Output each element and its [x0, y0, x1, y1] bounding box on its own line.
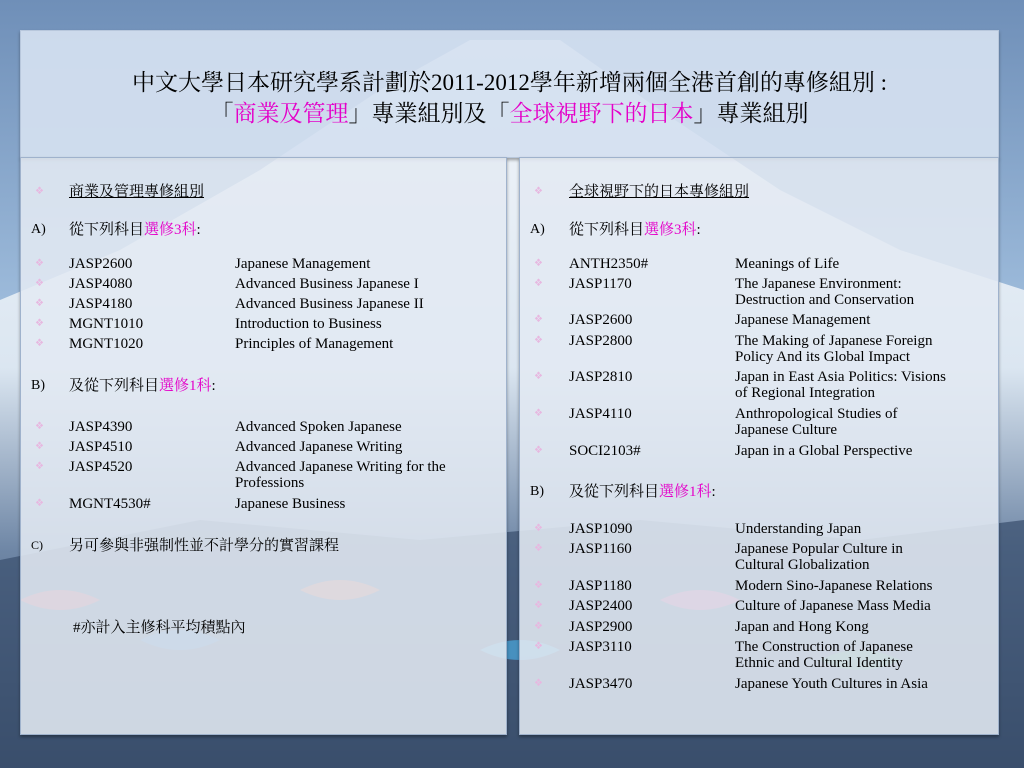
course-code: MGNT4530# [69, 496, 151, 512]
diamond-bullet-icon: ❖ [534, 335, 543, 346]
diamond-bullet-icon: ❖ [534, 278, 543, 289]
course-name: Japanese Management [235, 256, 371, 272]
course-name: Culture of Japanese Mass Media [735, 598, 931, 614]
diamond-bullet-icon: ❖ [534, 445, 543, 456]
diamond-bullet-icon: ❖ [534, 314, 543, 325]
diamond-bullet-icon: ❖ [534, 543, 543, 554]
left-section-b-mark: B) [31, 378, 45, 393]
left-section-c-text: 另可參與非强制性並不計學分的實習課程 [69, 538, 340, 554]
diamond-bullet-icon: ❖ [35, 441, 44, 452]
left-section-c-mark: C) [31, 538, 43, 552]
course-name-cont: Cultural Globalization [735, 557, 870, 573]
left-section-a-mark: A) [31, 222, 46, 237]
course-name-cont: Professions [235, 475, 305, 491]
course-name: Japanese Management [735, 312, 871, 328]
course-code: JASP1170 [569, 276, 632, 292]
diamond-bullet-icon: ❖ [534, 641, 543, 652]
course-name: Anthropological Studies of [735, 406, 898, 422]
course-name: Japan in a Global Perspective [735, 443, 913, 459]
right-section-b-mark: B) [530, 484, 544, 499]
course-name: Japanese Popular Culture in [735, 541, 903, 557]
course-name-cont: Ethnic and Cultural Identity [735, 655, 903, 671]
subtitle-close: 」專業組別 [693, 101, 809, 126]
course-name: Japan and Hong Kong [735, 619, 869, 635]
course-name: Japan in East Asia Politics: Visions [735, 369, 946, 385]
course-name: Meanings of Life [735, 256, 840, 272]
subtitle-bracket-open: 「 [210, 101, 234, 126]
course-code: JASP2600 [69, 256, 133, 272]
course-code: JASP2400 [569, 598, 633, 614]
course-code: JASP4510 [69, 439, 133, 455]
subtitle-middle: 」專業組別及「 [348, 101, 510, 126]
course-name: The Making of Japanese Foreign [735, 333, 933, 349]
right-heading: 全球視野下的日本專修組別 [569, 184, 750, 200]
course-name-cont: of Regional Integration [735, 385, 875, 401]
course-name: Advanced Japanese Writing [235, 439, 403, 455]
diamond-bullet-icon: ❖ [35, 421, 44, 432]
diamond-bullet-icon: ❖ [534, 186, 543, 197]
course-code: MGNT1010 [69, 316, 144, 332]
course-code: JASP4390 [69, 419, 133, 435]
left-heading: 商業及管理專修組別 [69, 184, 205, 200]
course-name: The Japanese Environment: [735, 276, 902, 292]
course-code: JASP4520 [69, 459, 133, 475]
diamond-bullet-icon: ❖ [35, 338, 44, 349]
left-section-b-label: 及從下列科目選修1科: [69, 378, 216, 394]
course-name: Modern Sino-Japanese Relations [735, 578, 933, 594]
course-name: Advanced Business Japanese II [235, 296, 424, 312]
diamond-bullet-icon: ❖ [35, 278, 44, 289]
diamond-bullet-icon: ❖ [35, 186, 44, 197]
subtitle-highlight-business: 商業及管理 [233, 101, 349, 126]
course-code: MGNT1020 [69, 336, 144, 352]
course-name: Principles of Management [235, 336, 394, 352]
business-management-panel [20, 157, 507, 735]
course-name: Advanced Business Japanese I [235, 276, 419, 292]
course-name: Advanced Spoken Japanese [235, 419, 402, 435]
diamond-bullet-icon: ❖ [534, 580, 543, 591]
diamond-bullet-icon: ❖ [35, 461, 44, 472]
course-name-cont: Japanese Culture [735, 422, 838, 438]
course-name-cont: Destruction and Conservation [735, 292, 915, 308]
course-code: ANTH2350# [569, 256, 649, 272]
diamond-bullet-icon: ❖ [534, 621, 543, 632]
diamond-bullet-icon: ❖ [534, 408, 543, 419]
course-name-cont: Policy And its Global Impact [735, 349, 910, 365]
course-name: Understanding Japan [735, 521, 862, 537]
course-code: JASP4110 [569, 406, 632, 422]
course-code: JASP1090 [569, 521, 633, 537]
diamond-bullet-icon: ❖ [35, 258, 44, 269]
left-section-a-label: 從下列科目選修3科: [69, 222, 201, 238]
page-subtitle [21, 98, 998, 129]
course-code: JASP2810 [569, 369, 633, 385]
course-code: JASP4080 [69, 276, 133, 292]
course-code: JASP2800 [569, 333, 633, 349]
global-japan-panel [519, 157, 999, 735]
title-banner [20, 30, 999, 158]
subtitle-highlight-global: 全球視野下的日本 [509, 101, 694, 126]
course-code: JASP2900 [569, 619, 633, 635]
right-section-a-label: 從下列科目選修3科: [569, 222, 701, 238]
diamond-bullet-icon: ❖ [534, 258, 543, 269]
course-code: JASP1180 [569, 578, 632, 594]
course-code: JASP3470 [569, 676, 633, 692]
course-code: JASP4180 [69, 296, 133, 312]
course-name: Introduction to Business [235, 316, 382, 332]
diamond-bullet-icon: ❖ [534, 523, 543, 534]
course-name: Japanese Business [235, 496, 346, 512]
course-name: Japanese Youth Cultures in Asia [735, 676, 928, 692]
course-name: Advanced Japanese Writing for the [235, 459, 446, 475]
diamond-bullet-icon: ❖ [534, 678, 543, 689]
diamond-bullet-icon: ❖ [534, 600, 543, 611]
right-section-b-label: 及從下列科目選修1科: [569, 484, 716, 500]
diamond-bullet-icon: ❖ [35, 298, 44, 309]
footnote: #亦計入主修科平均積點內 [73, 620, 246, 636]
course-code: SOCI2103# [569, 443, 641, 459]
diamond-bullet-icon: ❖ [35, 498, 44, 509]
right-section-a-mark: A) [530, 222, 545, 237]
course-name: The Construction of Japanese [735, 639, 913, 655]
page-title: 中文大學日本研究學系計劃於2011-2012學年新增兩個全港首創的專修組別 : [132, 70, 887, 95]
course-code: JASP3110 [569, 639, 632, 655]
course-code: JASP1160 [569, 541, 632, 557]
diamond-bullet-icon: ❖ [35, 318, 44, 329]
course-code: JASP2600 [569, 312, 633, 328]
diamond-bullet-icon: ❖ [534, 371, 543, 382]
